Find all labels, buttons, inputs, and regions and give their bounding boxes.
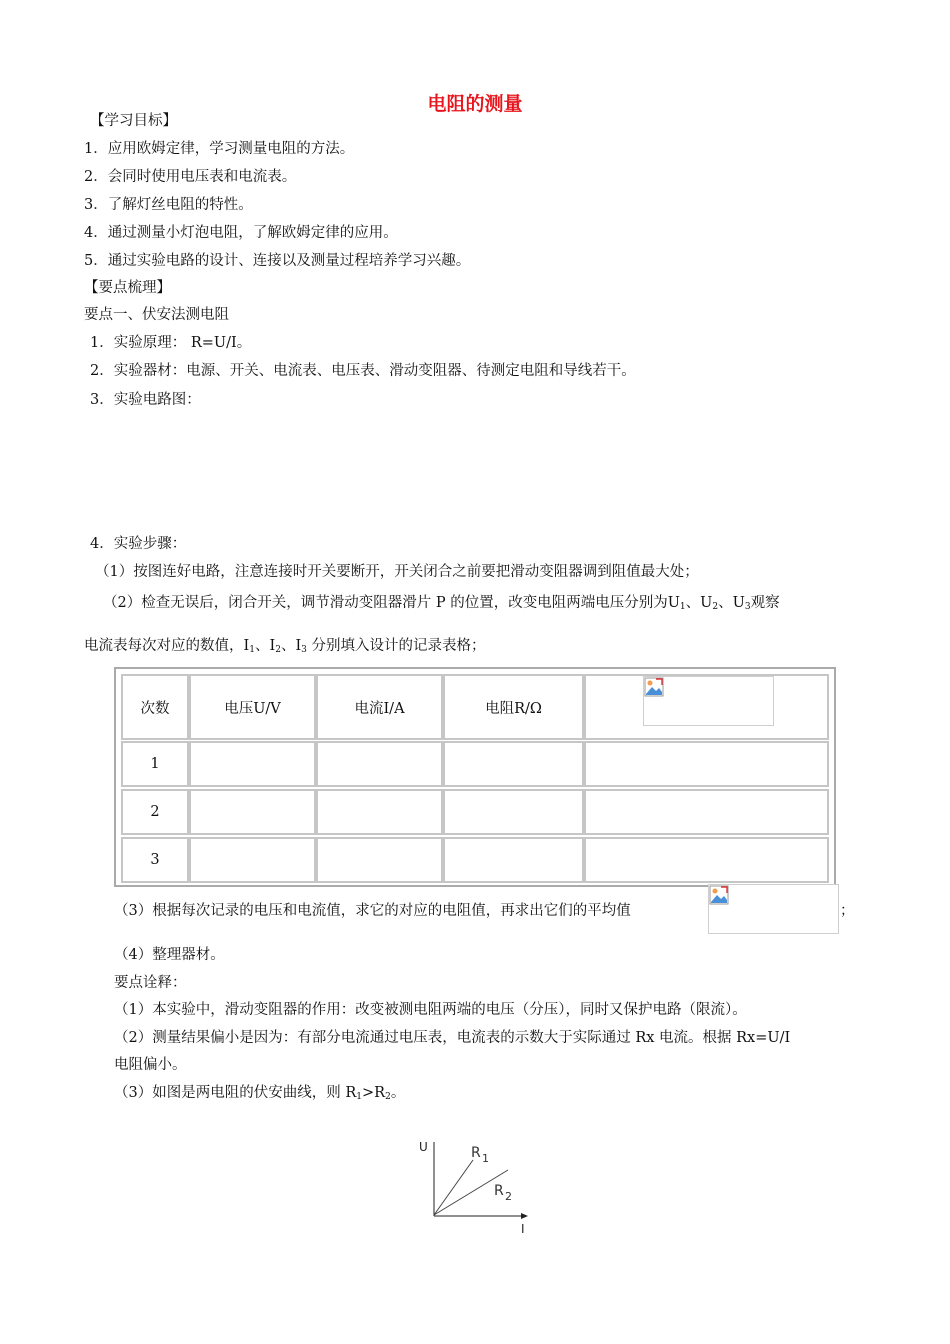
table-row-index: 1 [121, 741, 189, 787]
goal-item: 4．通过测量小灯泡电阻，了解欧姆定律的应用。 [84, 225, 398, 241]
note-2-line1: （2）测量结果偏小是因为：有部分电流通过电压表，电流表的示数大于实际通过 Rx 电流。根据 Rx=U/I [114, 1030, 791, 1046]
table-cell [584, 837, 829, 883]
table-header-formula [584, 674, 829, 740]
r2-label: R [494, 1183, 504, 1199]
step-2-line2: 电流表每次对应的数值，$I_1$、$I_2$、$I_3$ 分别填入设计的记录表格； [84, 638, 486, 655]
broken-image-placeholder [643, 676, 774, 726]
table-row-index: 2 [121, 789, 189, 835]
broken-image-placeholder [708, 884, 839, 934]
table-header-count: 次数 [121, 674, 189, 740]
r1-label: R [471, 1145, 481, 1161]
table-cell [189, 837, 316, 883]
broken-image-icon [709, 885, 729, 905]
table-cell [443, 837, 584, 883]
table-row-index: 3 [121, 837, 189, 883]
goal-item: 3．了解灯丝电阻的特性。 [84, 197, 253, 213]
table-cell [189, 741, 316, 787]
record-table [114, 667, 836, 887]
goal-item: 5．通过实验电路的设计、连接以及测量过程培养学习兴趣。 [84, 253, 471, 269]
table-cell [316, 837, 443, 883]
step-2-line1: （2）检查无误后，闭合开关，调节滑动变阻器滑片 P 的位置，改变电阻两端电压分别为$U_1$、$U_2$、$U_3$观察 [103, 595, 780, 612]
y-axis-label: U [419, 1140, 428, 1154]
table-cell [443, 789, 584, 835]
x-axis-label: I [521, 1222, 525, 1236]
goal-item: 2．会同时使用电压表和电流表。 [84, 169, 297, 185]
broken-image-icon [644, 677, 664, 697]
table-cell [584, 741, 829, 787]
note-3: （3）如图是两电阻的伏安曲线，则 $R_1>R_2$。 [114, 1085, 406, 1102]
equipment-line: 2．实验器材：电源、开关、电流表、电压表、滑动变阻器、待测定电阻和导线若干。 [90, 363, 636, 379]
table-cell [316, 789, 443, 835]
point1-title: 要点一、伏安法测电阻 [84, 307, 229, 323]
table-cell [584, 789, 829, 835]
table-header-resistance: 电阻R/Ω [443, 674, 584, 740]
section-points-heading: 【要点梳理】 [84, 280, 171, 296]
step-4: （4）整理器材。 [114, 947, 225, 963]
circuit-diagram-label: 3．实验电路图： [90, 392, 201, 408]
section-goals-heading: 【学习目标】 [90, 113, 177, 129]
step-1: （1）按图连好电路，注意连接时开关要断开，开关闭合之前要把滑动变阻器调到阻值最大处； [95, 564, 699, 580]
step-3-end: ； [840, 903, 855, 919]
note-1: （1）本实验中，滑动变阻器的作用：改变被测电阻两端的电压（分压），同时又保护电路（限流）。 [114, 1002, 747, 1018]
notes-title: 要点诠释： [114, 975, 187, 991]
r2-label-sub: 2 [505, 1190, 512, 1203]
goal-item: 1．应用欧姆定律，学习测量电阻的方法。 [84, 141, 355, 157]
principle-line: 1．实验原理： R=U/I。 [90, 335, 252, 351]
x-axis-arrow [521, 1213, 528, 1219]
table-header-voltage: 电压U/V [189, 674, 316, 740]
note-2-line2: 电阻偏小。 [114, 1057, 187, 1073]
page-title: 电阻的测量 [427, 93, 523, 115]
table-cell [443, 741, 584, 787]
iv-curve-graph [405, 1128, 545, 1238]
table-header-current: 电流I/A [316, 674, 443, 740]
r1-line [434, 1160, 473, 1215]
r1-label-sub: 1 [482, 1152, 489, 1165]
table-cell [316, 741, 443, 787]
steps-heading: 4．实验步骤： [90, 536, 187, 552]
table-cell [189, 789, 316, 835]
step-3: （3）根据每次记录的电压和电流值，求它的对应的电阻值，再求出它们的平均值 [114, 903, 631, 919]
